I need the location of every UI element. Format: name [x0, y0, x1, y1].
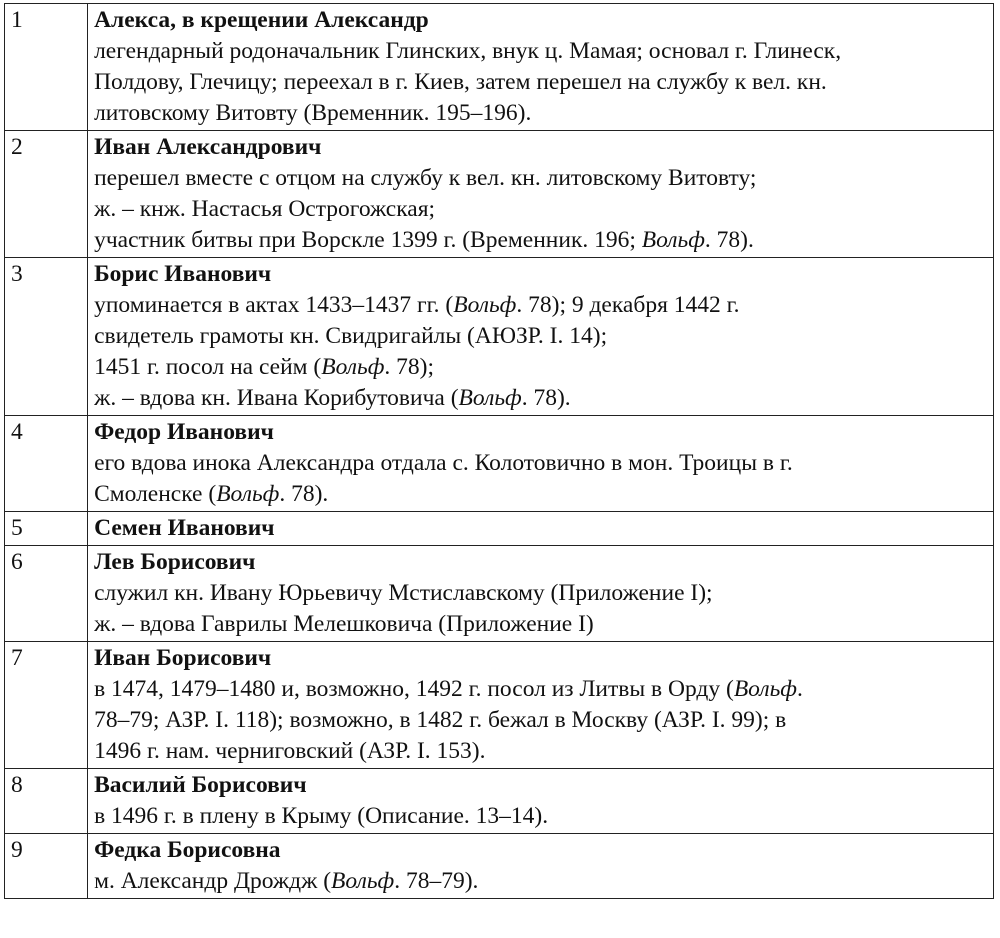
- row-number: 1: [5, 4, 88, 131]
- entry-text: в 1496 г. в плену в Крыму (Описание. 13–14).: [94, 803, 549, 829]
- entry-text-line: [94, 163, 989, 194]
- genealogy-table: [4, 3, 994, 899]
- entry-text: служил кн. Ивану Юрьевичу Мстиславскому (Приложение I);: [94, 580, 713, 606]
- entry-text: перешел вместе с отцом на службу к вел. кн. литовскому Витовту;: [94, 165, 757, 191]
- person-entry: [88, 416, 994, 512]
- entry-text-line: [94, 866, 989, 897]
- entry-text: литовскому Витовту (Временник. 195–196).: [94, 100, 532, 126]
- person-name: Иван Александрович: [94, 134, 322, 160]
- row-number: 5: [5, 512, 88, 546]
- person-name: Федка Борисовна: [94, 837, 281, 863]
- table-row: [5, 769, 994, 834]
- entry-text: . 78); 9 декабря 1442 г.: [516, 292, 740, 318]
- entry-text: .: [796, 676, 803, 702]
- entry-text: м. Александр Дрождж (: [94, 868, 332, 894]
- entry-text: ж. – кнж. Настасья Острогожская;: [94, 196, 436, 222]
- row-number: 7: [5, 642, 88, 769]
- entry-text-line: [94, 225, 989, 256]
- entry-text: Смоленске (: [94, 481, 217, 507]
- table-row: [5, 834, 994, 899]
- entry-text: в 1474, 1479–1480 и, возможно, 1492 г. посол из Литвы в Орду (: [94, 676, 734, 702]
- entry-text-line: [94, 479, 989, 510]
- entry-text: 1496 г. нам. черниговский (АЗР. I. 153).: [94, 738, 486, 764]
- person-name: Борис Иванович: [94, 261, 272, 287]
- entry-text: его вдова инока Александра отдала с. Колотовично в мон. Троицы в г.: [94, 450, 793, 476]
- entry-text-line: [94, 578, 989, 609]
- entry-text: . 78).: [279, 481, 329, 507]
- entry-text: . 78–79).: [394, 868, 479, 894]
- entry-text-line: [94, 448, 989, 479]
- person-name: Семен Иванович: [94, 515, 275, 541]
- entry-text-line: [94, 67, 989, 98]
- row-number: 9: [5, 834, 88, 899]
- source-reference: Вольф: [331, 868, 395, 894]
- row-number: 6: [5, 546, 88, 642]
- source-reference: Вольф: [641, 227, 705, 253]
- person-name: Алекса, в крещении Александр: [94, 7, 429, 33]
- person-name: Лев Борисович: [94, 549, 256, 575]
- source-reference: Вольф: [321, 354, 385, 380]
- entry-text-line: [94, 705, 989, 736]
- entry-text: свидетель грамоты кн. Свидригайлы (АЮЗР. I. 14);: [94, 323, 608, 349]
- entry-text-line: [94, 736, 989, 767]
- entry-text-line: [94, 609, 989, 640]
- table-row: [5, 416, 994, 512]
- person-entry: [88, 546, 994, 642]
- entry-text: . 78);: [384, 354, 435, 380]
- entry-text-line: [94, 194, 989, 225]
- entry-text: 1451 г. посол на сейм (: [94, 354, 322, 380]
- row-number: 8: [5, 769, 88, 834]
- source-reference: Вольф: [458, 385, 522, 411]
- entry-text: ж. – вдова Гаврилы Мелешковича (Приложение I): [94, 611, 594, 637]
- table-row: [5, 512, 994, 546]
- entry-text-line: [94, 801, 989, 832]
- row-number: 2: [5, 131, 88, 258]
- row-number: 3: [5, 258, 88, 416]
- entry-text-line: [94, 98, 989, 129]
- genealogy-table-body: [5, 4, 994, 899]
- source-reference: Вольф: [216, 481, 280, 507]
- entry-text: Полдову, Глечицу; переехал в г. Киев, затем перешел на службу к вел. кн.: [94, 69, 827, 95]
- entry-text: . 78).: [704, 227, 754, 253]
- person-name: Федор Иванович: [94, 419, 274, 445]
- person-entry: [88, 512, 994, 546]
- entry-text-line: [94, 36, 989, 67]
- person-entry: [88, 642, 994, 769]
- person-entry: [88, 769, 994, 834]
- person-entry: [88, 258, 994, 416]
- entry-text-line: [94, 290, 989, 321]
- person-name: Иван Борисович: [94, 645, 272, 671]
- person-entry: [88, 834, 994, 899]
- table-row: [5, 258, 994, 416]
- source-reference: Вольф: [453, 292, 517, 318]
- table-row: [5, 546, 994, 642]
- entry-text: 78–79; АЗР. I. 118); возможно, в 1482 г. бежал в Москву (АЗР. I. 99); в: [94, 707, 787, 733]
- table-row: [5, 642, 994, 769]
- genealogy-document: [4, 3, 994, 899]
- entry-text-line: [94, 383, 989, 414]
- entry-text: ж. – вдова кн. Ивана Корибутовича (: [94, 385, 459, 411]
- person-entry: [88, 4, 994, 131]
- table-row: [5, 4, 994, 131]
- entry-text: легендарный родоначальник Глинских, внук ц. Мамая; основал г. Глинеск,: [94, 38, 842, 64]
- person-name: Василий Борисович: [94, 772, 307, 798]
- table-row: [5, 131, 994, 258]
- row-number: 4: [5, 416, 88, 512]
- entry-text: упоминается в актах 1433–1437 гг. (: [94, 292, 454, 318]
- entry-text: . 78).: [521, 385, 571, 411]
- entry-text-line: [94, 674, 989, 705]
- person-entry: [88, 131, 994, 258]
- source-reference: Вольф: [733, 676, 797, 702]
- entry-text-line: [94, 352, 989, 383]
- entry-text: участник битвы при Ворскле 1399 г. (Временник. 196;: [94, 227, 642, 253]
- entry-text-line: [94, 321, 989, 352]
